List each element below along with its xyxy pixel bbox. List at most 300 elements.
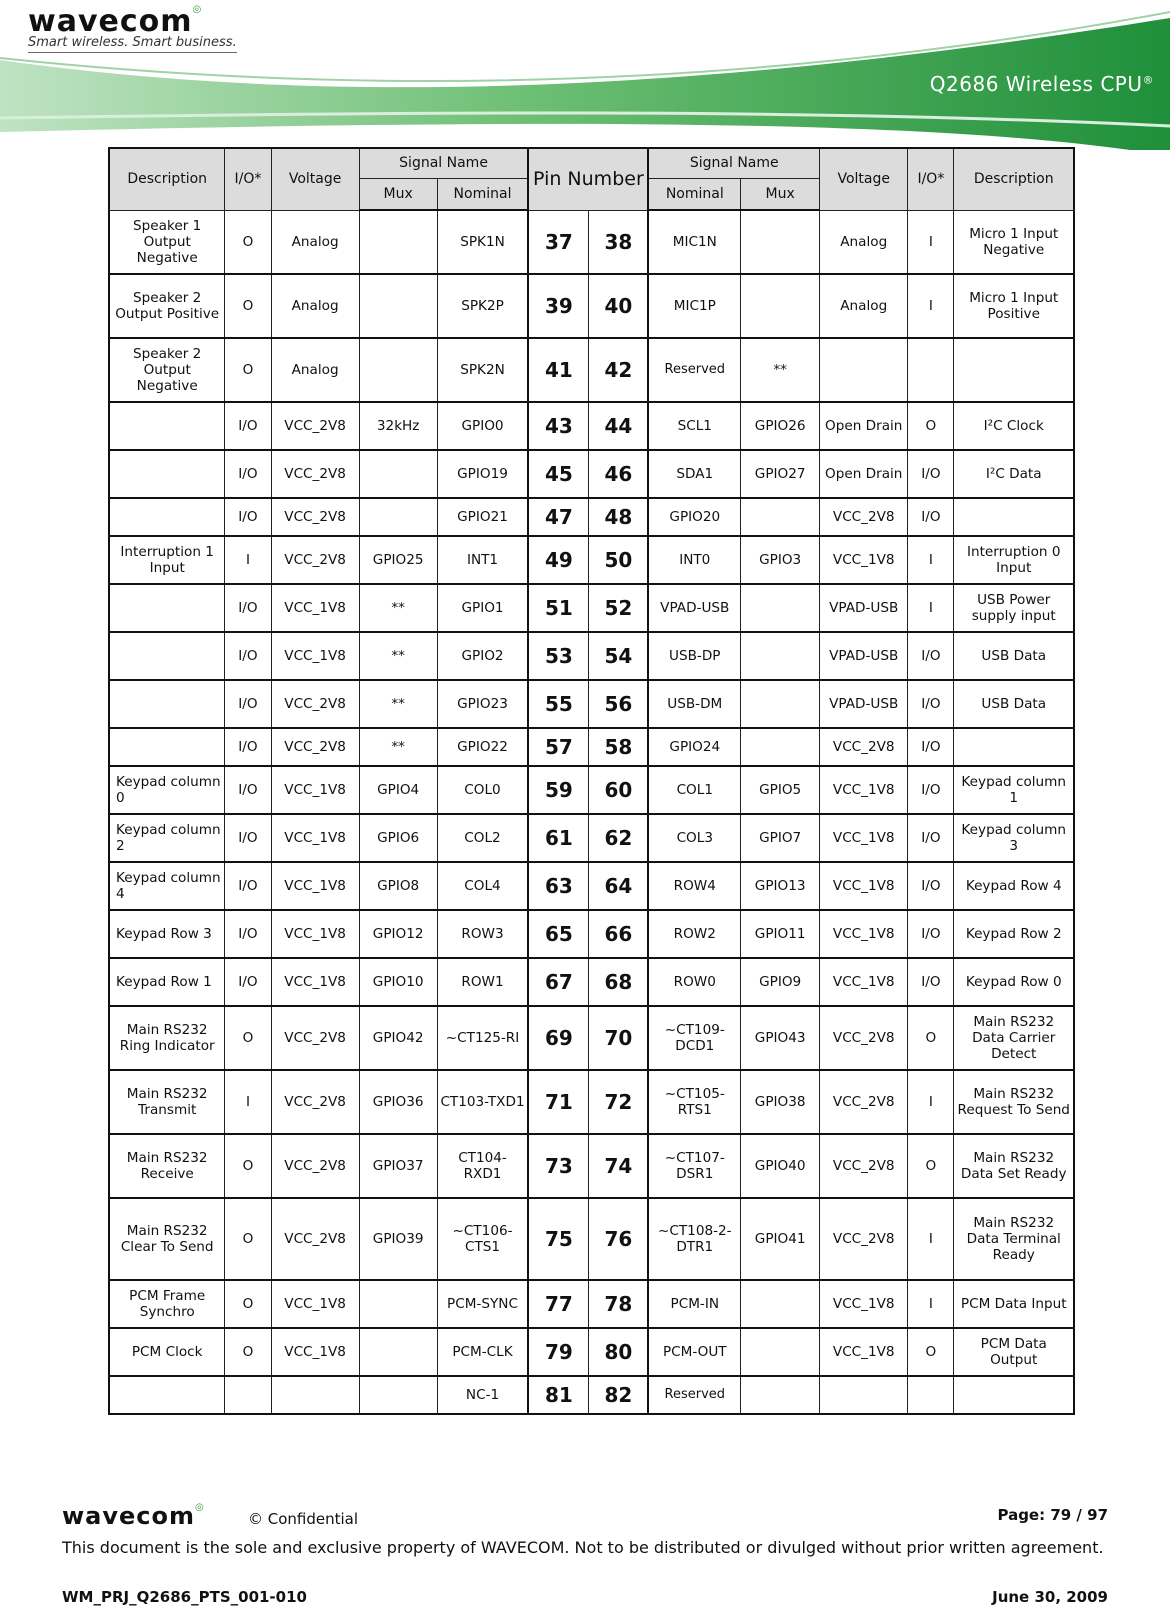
pin-right: 48: [589, 498, 648, 536]
right-mux: GPIO38: [741, 1070, 820, 1134]
right-description: USB Data: [954, 632, 1074, 680]
right-voltage: Analog: [820, 210, 908, 274]
left-io: O: [225, 210, 271, 274]
right-voltage: [820, 338, 908, 402]
col-nominal-right: Nominal: [648, 178, 740, 210]
right-nominal: ~CT108-2-DTR1: [648, 1198, 740, 1280]
left-nominal: ~CT125-RI: [437, 1006, 528, 1070]
right-nominal: ~CT105-RTS1: [648, 1070, 740, 1134]
left-io: O: [225, 338, 271, 402]
right-mux: GPIO7: [741, 814, 820, 862]
left-description: [109, 584, 225, 632]
footer-logo-mark-icon: ◎: [195, 1502, 205, 1513]
left-voltage: VCC_2V8: [271, 402, 359, 450]
left-nominal: CT104-RXD1: [437, 1134, 528, 1198]
pin-right: 56: [589, 680, 648, 728]
right-mux: GPIO5: [741, 766, 820, 814]
right-nominal: VPAD-USB: [648, 584, 740, 632]
table-row: [109, 450, 1074, 498]
left-io: I/O: [225, 632, 271, 680]
left-mux: **: [359, 632, 437, 680]
right-mux: [741, 632, 820, 680]
left-description: Interruption 1 Input: [109, 536, 225, 584]
pin-right: 80: [589, 1328, 648, 1376]
left-nominal: GPIO23: [437, 680, 528, 728]
table-row: [109, 910, 1074, 958]
pin-left: 49: [528, 536, 589, 584]
pin-right: 40: [589, 274, 648, 338]
right-mux: [741, 1328, 820, 1376]
pin-left: 53: [528, 632, 589, 680]
right-io: I/O: [908, 680, 954, 728]
left-voltage: VCC_2V8: [271, 498, 359, 536]
right-mux: [741, 210, 820, 274]
left-description: Main RS232 Transmit: [109, 1070, 225, 1134]
left-description: Keypad Row 1: [109, 958, 225, 1006]
left-voltage: VCC_1V8: [271, 766, 359, 814]
right-io: I/O: [908, 632, 954, 680]
pin-left: 37: [528, 210, 589, 274]
table-row: [109, 862, 1074, 910]
footer-logo: [62, 1502, 205, 1530]
table-row: [109, 498, 1074, 536]
left-nominal: GPIO22: [437, 728, 528, 766]
right-nominal: SCL1: [648, 402, 740, 450]
left-mux: GPIO25: [359, 536, 437, 584]
confidential-label: © Confidential: [248, 1510, 359, 1528]
right-mux: GPIO13: [741, 862, 820, 910]
right-io: I/O: [908, 814, 954, 862]
left-io: I/O: [225, 680, 271, 728]
col-mux-left: Mux: [359, 178, 437, 210]
pin-right: 52: [589, 584, 648, 632]
right-description: PCM Data Input: [954, 1280, 1074, 1328]
left-io: I/O: [225, 862, 271, 910]
pin-right: 66: [589, 910, 648, 958]
left-io: I/O: [225, 958, 271, 1006]
pin-right: 82: [589, 1376, 648, 1414]
table-row: [109, 338, 1074, 402]
left-io: O: [225, 1328, 271, 1376]
left-io: I/O: [225, 766, 271, 814]
left-description: [109, 632, 225, 680]
left-description: [109, 498, 225, 536]
pin-right: 68: [589, 958, 648, 1006]
right-mux: [741, 498, 820, 536]
right-io: I/O: [908, 958, 954, 1006]
left-voltage: VCC_1V8: [271, 1280, 359, 1328]
right-description: Micro 1 Input Negative: [954, 210, 1074, 274]
right-voltage: VPAD-USB: [820, 680, 908, 728]
footer-logo-text: wavecom: [62, 1502, 196, 1530]
right-description: [954, 728, 1074, 766]
left-nominal: ROW3: [437, 910, 528, 958]
left-voltage: Analog: [271, 338, 359, 402]
right-voltage: VCC_2V8: [820, 1198, 908, 1280]
pin-left: 45: [528, 450, 589, 498]
right-io: [908, 1376, 954, 1414]
left-description: [109, 1376, 225, 1414]
right-mux: [741, 728, 820, 766]
document-date: June 30, 2009: [992, 1588, 1108, 1606]
col-mux-right: Mux: [741, 178, 820, 210]
left-nominal: PCM-SYNC: [437, 1280, 528, 1328]
left-mux: [359, 1328, 437, 1376]
pin-right: 62: [589, 814, 648, 862]
right-voltage: VCC_2V8: [820, 1070, 908, 1134]
right-description: USB Data: [954, 680, 1074, 728]
right-description: Keypad Row 2: [954, 910, 1074, 958]
right-nominal: GPIO20: [648, 498, 740, 536]
right-io: I/O: [908, 728, 954, 766]
col-pin-number: Pin Number: [528, 148, 648, 210]
right-io: I: [908, 584, 954, 632]
pin-left: 71: [528, 1070, 589, 1134]
left-voltage: VCC_2V8: [271, 450, 359, 498]
left-io: I/O: [225, 450, 271, 498]
col-description-left: Description: [109, 148, 225, 210]
table-row: [109, 274, 1074, 338]
pin-right: 38: [589, 210, 648, 274]
logo-text: wavecom: [28, 4, 193, 39]
left-voltage: [271, 1376, 359, 1414]
right-io: I: [908, 536, 954, 584]
right-voltage: VPAD-USB: [820, 632, 908, 680]
right-description: Micro 1 Input Positive: [954, 274, 1074, 338]
right-description: Main RS232 Data Set Ready: [954, 1134, 1074, 1198]
pin-left: 77: [528, 1280, 589, 1328]
right-description: Main RS232 Request To Send: [954, 1070, 1074, 1134]
right-nominal: ~CT109-DCD1: [648, 1006, 740, 1070]
right-mux: GPIO3: [741, 536, 820, 584]
pin-left: 67: [528, 958, 589, 1006]
left-description: Main RS232 Clear To Send: [109, 1198, 225, 1280]
pin-left: 69: [528, 1006, 589, 1070]
left-mux: GPIO10: [359, 958, 437, 1006]
left-description: Keypad column 0: [109, 766, 225, 814]
right-nominal: COL1: [648, 766, 740, 814]
right-description: PCM Data Output: [954, 1328, 1074, 1376]
right-nominal: GPIO24: [648, 728, 740, 766]
right-io: I: [908, 1198, 954, 1280]
left-nominal: PCM-CLK: [437, 1328, 528, 1376]
left-io: I/O: [225, 402, 271, 450]
left-nominal: ROW1: [437, 958, 528, 1006]
left-nominal: GPIO21: [437, 498, 528, 536]
right-mux: [741, 680, 820, 728]
right-nominal: USB-DM: [648, 680, 740, 728]
left-description: Main RS232 Receive: [109, 1134, 225, 1198]
pin-right: 42: [589, 338, 648, 402]
right-description: I²C Data: [954, 450, 1074, 498]
left-io: I/O: [225, 728, 271, 766]
wavecom-logo: [28, 4, 237, 53]
left-nominal: SPK2N: [437, 338, 528, 402]
right-io: O: [908, 1134, 954, 1198]
right-nominal: Reserved: [648, 1376, 740, 1414]
right-io: O: [908, 402, 954, 450]
left-voltage: VCC_2V8: [271, 536, 359, 584]
tagline: Smart wireless. Smart business.: [28, 35, 237, 53]
col-voltage-left: Voltage: [271, 148, 359, 210]
pin-right: 78: [589, 1280, 648, 1328]
right-nominal: ROW2: [648, 910, 740, 958]
left-io: I: [225, 1070, 271, 1134]
left-description: [109, 728, 225, 766]
right-voltage: [820, 1376, 908, 1414]
left-nominal: COL4: [437, 862, 528, 910]
right-nominal: INT0: [648, 536, 740, 584]
left-io: I/O: [225, 814, 271, 862]
left-io: O: [225, 1280, 271, 1328]
col-nominal-left: Nominal: [437, 178, 528, 210]
pin-right: 72: [589, 1070, 648, 1134]
left-voltage: VCC_2V8: [271, 1134, 359, 1198]
left-description: Keypad Row 3: [109, 910, 225, 958]
right-io: I/O: [908, 450, 954, 498]
product-title: [930, 72, 1154, 96]
pin-left: 57: [528, 728, 589, 766]
table-row: [109, 632, 1074, 680]
left-voltage: VCC_1V8: [271, 862, 359, 910]
left-mux: [359, 1280, 437, 1328]
left-voltage: VCC_2V8: [271, 1006, 359, 1070]
left-description: Keypad column 4: [109, 862, 225, 910]
right-mux: [741, 274, 820, 338]
pin-right: 44: [589, 402, 648, 450]
pin-right: 54: [589, 632, 648, 680]
table-row: [109, 1198, 1074, 1280]
left-description: Speaker 2 Output Negative: [109, 338, 225, 402]
right-voltage: VCC_1V8: [820, 814, 908, 862]
pin-left: 41: [528, 338, 589, 402]
left-io: I: [225, 536, 271, 584]
left-mux: GPIO4: [359, 766, 437, 814]
right-description: [954, 1376, 1074, 1414]
left-mux: [359, 450, 437, 498]
right-description: [954, 338, 1074, 402]
left-nominal: COL2: [437, 814, 528, 862]
left-mux: [359, 274, 437, 338]
left-nominal: INT1: [437, 536, 528, 584]
left-mux: [359, 498, 437, 536]
pin-left: 39: [528, 274, 589, 338]
table-row: [109, 814, 1074, 862]
right-mux: [741, 1376, 820, 1414]
left-nominal: GPIO1: [437, 584, 528, 632]
right-voltage: VCC_2V8: [820, 1006, 908, 1070]
right-description: Interruption 0 Input: [954, 536, 1074, 584]
right-voltage: VCC_1V8: [820, 1280, 908, 1328]
right-voltage: VCC_2V8: [820, 728, 908, 766]
left-voltage: VCC_1V8: [271, 814, 359, 862]
right-nominal: MIC1P: [648, 274, 740, 338]
left-io: I/O: [225, 910, 271, 958]
right-voltage: Open Drain: [820, 402, 908, 450]
table-row: [109, 728, 1074, 766]
product-reg: ®: [1142, 73, 1154, 87]
pin-left: 47: [528, 498, 589, 536]
right-description: Keypad Row 0: [954, 958, 1074, 1006]
table-row: [109, 536, 1074, 584]
col-signal-name-right: Signal Name: [648, 148, 819, 178]
right-mux: GPIO43: [741, 1006, 820, 1070]
left-description: PCM Frame Synchro: [109, 1280, 225, 1328]
right-mux: GPIO41: [741, 1198, 820, 1280]
document-reference: WM_PRJ_Q2686_PTS_001-010: [62, 1588, 307, 1606]
left-description: Speaker 2 Output Positive: [109, 274, 225, 338]
left-voltage: Analog: [271, 210, 359, 274]
left-io: O: [225, 274, 271, 338]
left-mux: [359, 338, 437, 402]
left-nominal: COL0: [437, 766, 528, 814]
right-description: Keypad Row 4: [954, 862, 1074, 910]
left-io: [225, 1376, 271, 1414]
left-nominal: GPIO0: [437, 402, 528, 450]
left-io: O: [225, 1134, 271, 1198]
table-row: [109, 958, 1074, 1006]
right-io: [908, 338, 954, 402]
left-voltage: VCC_1V8: [271, 910, 359, 958]
left-description: [109, 402, 225, 450]
pin-right: 60: [589, 766, 648, 814]
right-voltage: VCC_1V8: [820, 536, 908, 584]
left-nominal: CT103-TXD1: [437, 1070, 528, 1134]
right-io: O: [908, 1006, 954, 1070]
right-nominal: ROW4: [648, 862, 740, 910]
right-voltage: VPAD-USB: [820, 584, 908, 632]
table-row: [109, 1376, 1074, 1414]
left-mux: GPIO37: [359, 1134, 437, 1198]
pin-left: 79: [528, 1328, 589, 1376]
pin-right: 74: [589, 1134, 648, 1198]
product-name: Q2686 Wireless CPU: [929, 72, 1143, 96]
right-description: I²C Clock: [954, 402, 1074, 450]
right-mux: GPIO40: [741, 1134, 820, 1198]
table-row: [109, 1006, 1074, 1070]
pin-left: 81: [528, 1376, 589, 1414]
col-io-right: I/O*: [908, 148, 954, 210]
right-io: I: [908, 1280, 954, 1328]
left-io: I/O: [225, 584, 271, 632]
left-mux: GPIO6: [359, 814, 437, 862]
table-row: [109, 584, 1074, 632]
table-row: [109, 680, 1074, 728]
right-description: Main RS232 Data Carrier Detect: [954, 1006, 1074, 1070]
pin-right: 46: [589, 450, 648, 498]
table-row: [109, 1328, 1074, 1376]
left-io: I/O: [225, 498, 271, 536]
right-voltage: VCC_1V8: [820, 958, 908, 1006]
right-voltage: VCC_1V8: [820, 910, 908, 958]
left-mux: GPIO12: [359, 910, 437, 958]
table-row: [109, 1134, 1074, 1198]
left-nominal: ~CT106-CTS1: [437, 1198, 528, 1280]
right-io: I: [908, 210, 954, 274]
right-io: I: [908, 1070, 954, 1134]
right-io: I/O: [908, 766, 954, 814]
right-mux: GPIO11: [741, 910, 820, 958]
right-io: I/O: [908, 910, 954, 958]
right-nominal: MIC1N: [648, 210, 740, 274]
left-voltage: VCC_2V8: [271, 1198, 359, 1280]
left-voltage: VCC_1V8: [271, 958, 359, 1006]
right-mux: GPIO27: [741, 450, 820, 498]
right-nominal: ROW0: [648, 958, 740, 1006]
pin-left: 55: [528, 680, 589, 728]
pin-right: 70: [589, 1006, 648, 1070]
right-voltage: VCC_1V8: [820, 862, 908, 910]
left-description: Main RS232 Ring Indicator: [109, 1006, 225, 1070]
right-voltage: VCC_1V8: [820, 1328, 908, 1376]
right-mux: [741, 1280, 820, 1328]
right-io: O: [908, 1328, 954, 1376]
left-voltage: VCC_2V8: [271, 728, 359, 766]
right-mux: GPIO26: [741, 402, 820, 450]
right-io: I: [908, 274, 954, 338]
right-nominal: PCM-IN: [648, 1280, 740, 1328]
pinout-table: [108, 147, 1075, 1415]
left-mux: GPIO8: [359, 862, 437, 910]
right-description: Main RS232 Data Terminal Ready: [954, 1198, 1074, 1280]
left-mux: [359, 1376, 437, 1414]
left-description: [109, 680, 225, 728]
right-voltage: VCC_1V8: [820, 766, 908, 814]
left-voltage: VCC_2V8: [271, 680, 359, 728]
right-description: Keypad column 1: [954, 766, 1074, 814]
page-number: Page: 79 / 97: [997, 1506, 1108, 1524]
pin-right: 64: [589, 862, 648, 910]
table-row: [109, 210, 1074, 274]
pinout-rows: [109, 210, 1074, 1414]
pin-left: 59: [528, 766, 589, 814]
logo-mark-icon: ◎: [192, 4, 203, 15]
left-mux: **: [359, 584, 437, 632]
left-description: [109, 450, 225, 498]
left-mux: **: [359, 680, 437, 728]
pin-left: 65: [528, 910, 589, 958]
left-description: Keypad column 2: [109, 814, 225, 862]
left-voltage: VCC_1V8: [271, 632, 359, 680]
pin-right: 58: [589, 728, 648, 766]
left-nominal: GPIO2: [437, 632, 528, 680]
left-nominal: GPIO19: [437, 450, 528, 498]
left-description: PCM Clock: [109, 1328, 225, 1376]
left-voltage: VCC_1V8: [271, 1328, 359, 1376]
right-mux: [741, 584, 820, 632]
left-io: O: [225, 1198, 271, 1280]
right-nominal: SDA1: [648, 450, 740, 498]
col-signal-name-left: Signal Name: [359, 148, 528, 178]
right-description: USB Power supply input: [954, 584, 1074, 632]
pin-left: 73: [528, 1134, 589, 1198]
left-nominal: SPK1N: [437, 210, 528, 274]
table-row: [109, 402, 1074, 450]
right-nominal: ~CT107-DSR1: [648, 1134, 740, 1198]
col-description-right: Description: [954, 148, 1074, 210]
pin-left: 61: [528, 814, 589, 862]
pin-left: 63: [528, 862, 589, 910]
pin-left: 43: [528, 402, 589, 450]
left-mux: GPIO39: [359, 1198, 437, 1280]
pin-left: 51: [528, 584, 589, 632]
right-nominal: USB-DP: [648, 632, 740, 680]
pin-right: 76: [589, 1198, 648, 1280]
left-mux: **: [359, 728, 437, 766]
right-io: I/O: [908, 862, 954, 910]
left-mux: [359, 210, 437, 274]
left-mux: GPIO42: [359, 1006, 437, 1070]
